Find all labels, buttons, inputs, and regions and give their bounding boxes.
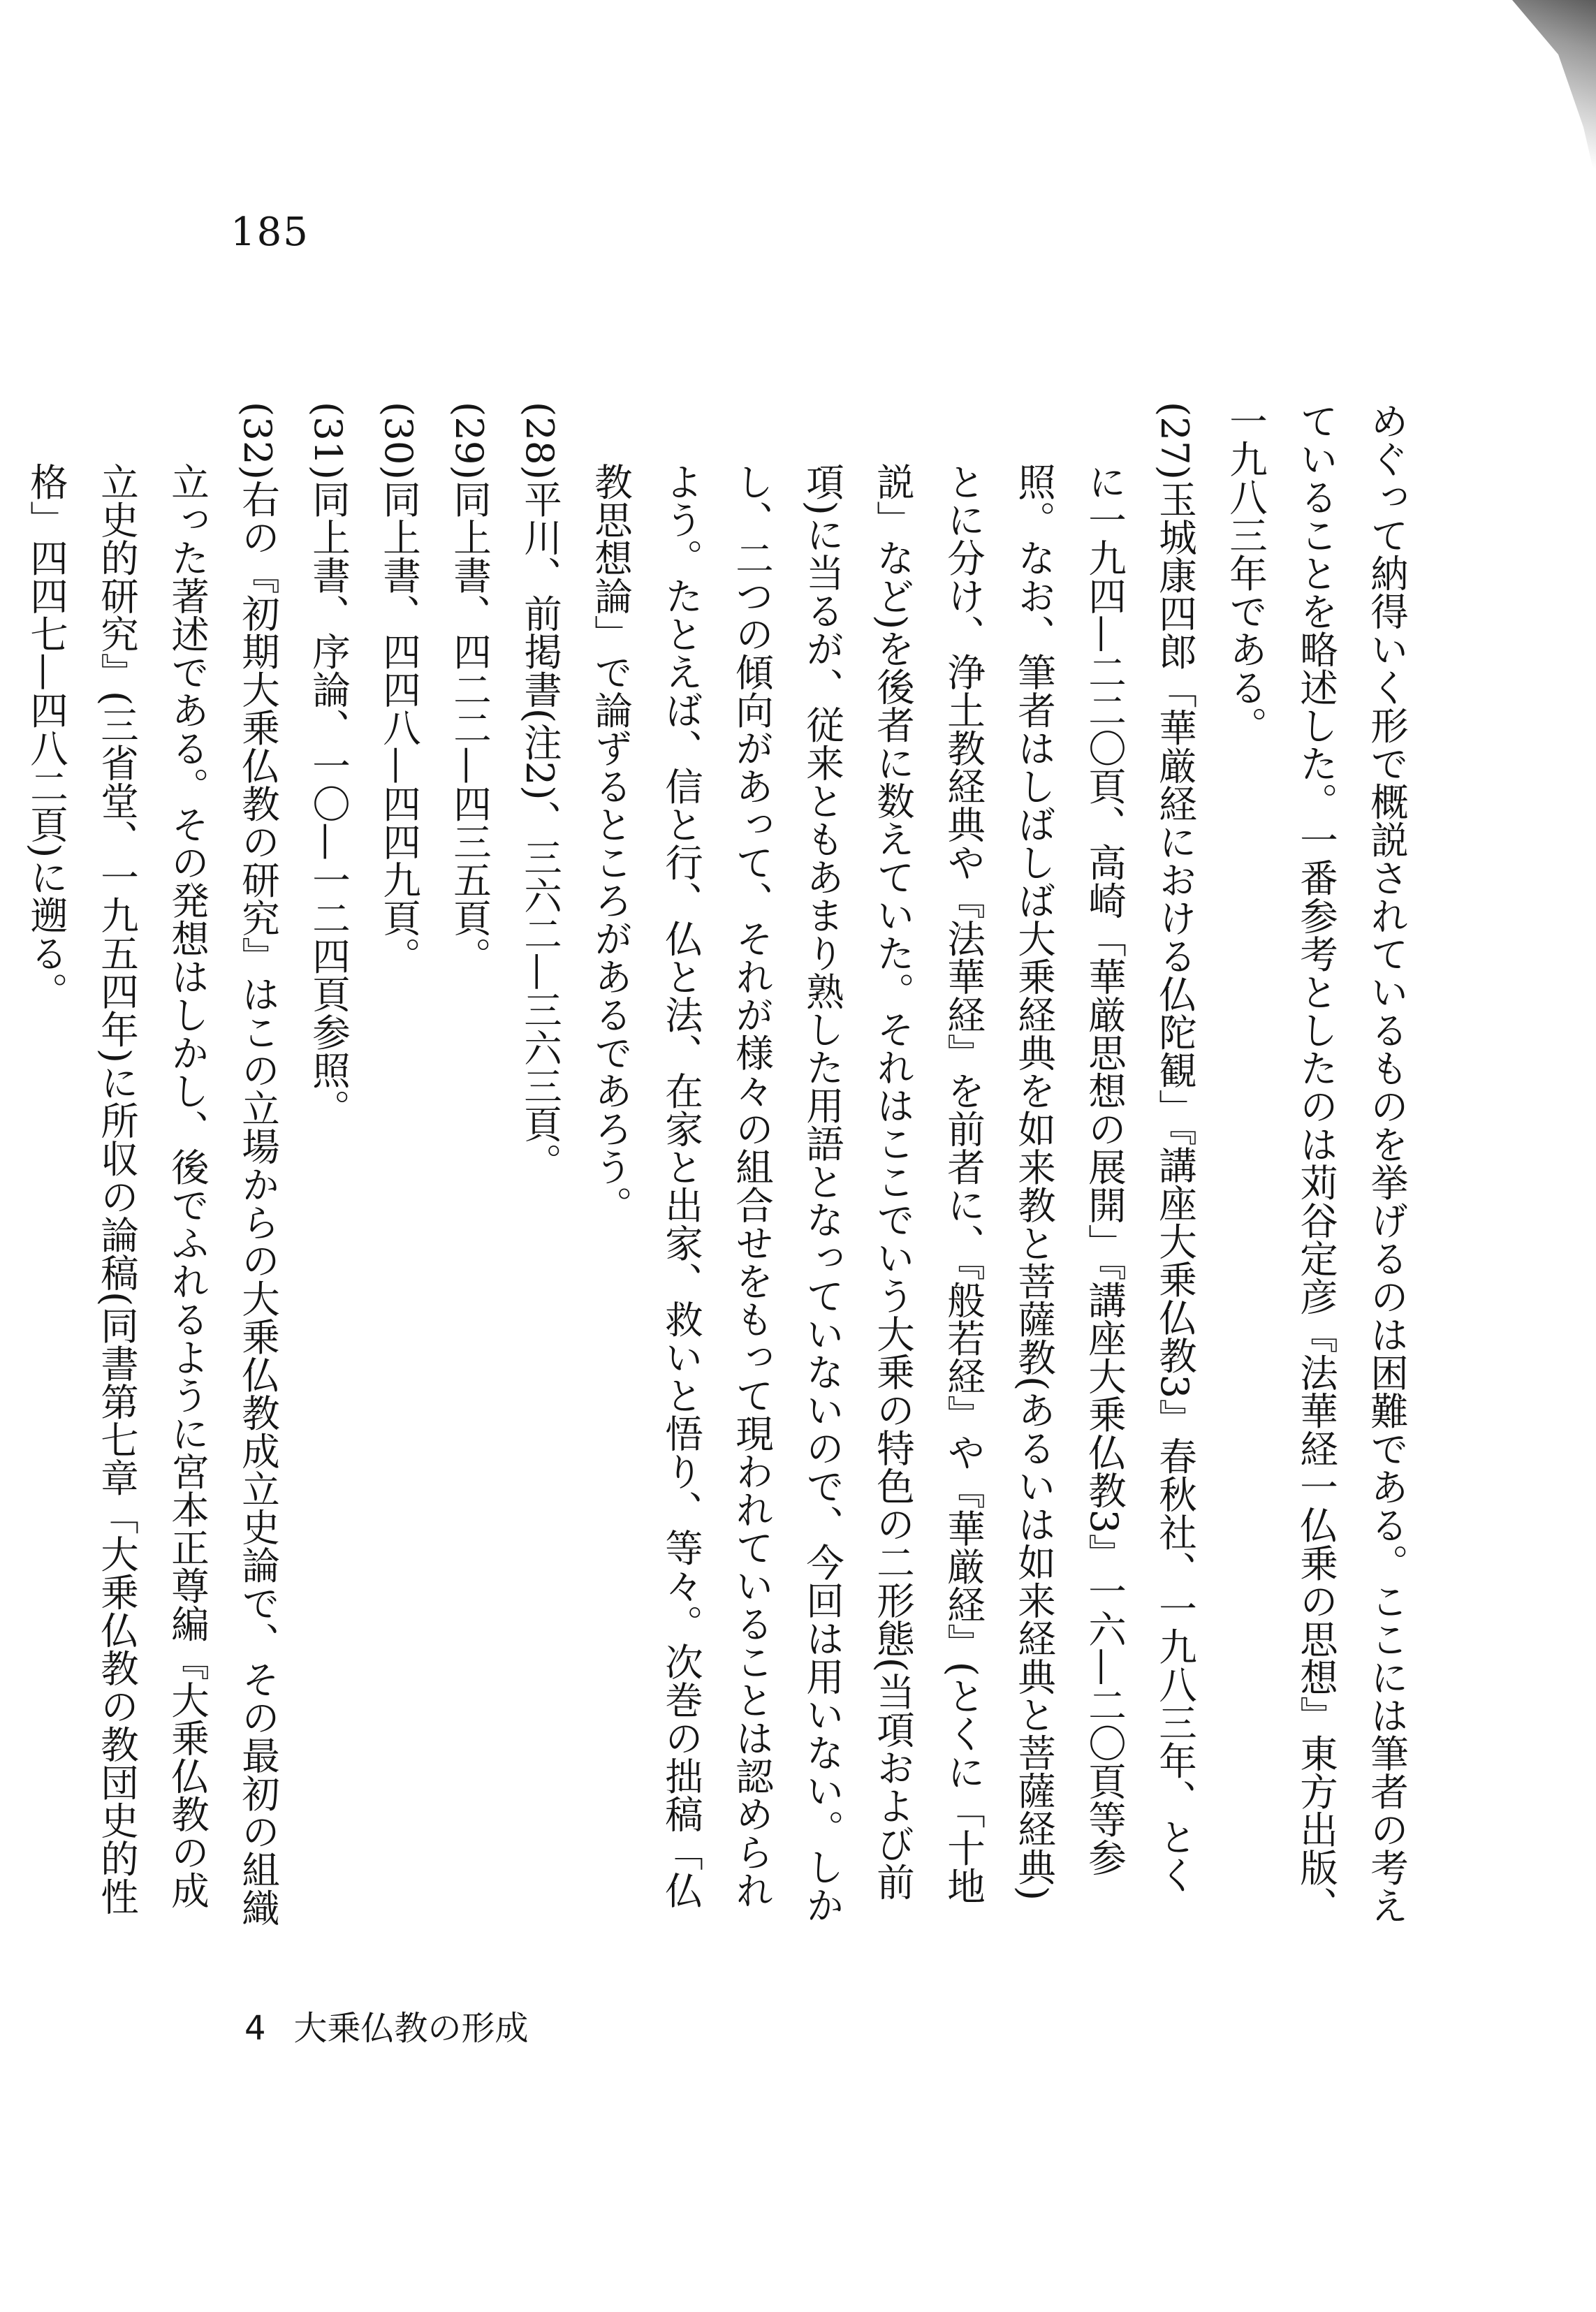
note-text: 平川、前掲書(注2)、三六二—三六三頁。 — [518, 479, 562, 1181]
note-31 — [293, 402, 363, 1931]
note-text: 同上書、序論、一〇—一二四頁参照。 — [306, 479, 351, 1127]
page-number: 185 — [230, 210, 309, 255]
page-edge-shadow — [1512, 0, 1596, 182]
note-number: (28) — [518, 402, 562, 480]
notes-body — [24, 402, 1421, 1931]
note-text: 右の『初期大乗仏教の研究』はこの立場からの大乗仏教成立史論で、その最初の組織立った著述である。その発想はしかし、後でふれるように宮本正尊編『大乗仏教の成立史的研究』(三省堂、一九五四年)に所収の論稿(同書第七章「大乗仏教の教団史的性格」四四七—四八二頁)に遡る。 — [24, 462, 280, 1926]
chapter-number: 4 — [244, 2009, 266, 2048]
note-29 — [434, 402, 504, 1931]
continued-paragraph: めぐって納得いく形で概説されているものを挙げるのは困難である。ここには筆者の考えていることを略述した。一番参考としたのは苅谷定彦『法華経一仏乗の思想』東方出版、一九八三年である。 — [1223, 402, 1409, 1924]
note-text: 同上書、四二二—四三五頁。 — [447, 479, 492, 975]
note-32 — [10, 402, 293, 1931]
note-33 — [0, 402, 10, 1931]
chapter-title: 大乗仏教の形成 — [293, 2009, 529, 2048]
note-number: (32) — [235, 402, 280, 480]
note-27 — [575, 402, 1210, 1931]
note-number — [0, 402, 10, 480]
running-footer — [244, 2001, 529, 2049]
note-text: 同上書、四四八—四四九頁。 — [376, 479, 421, 975]
note-number: (31) — [306, 402, 351, 480]
note-text: 玉城康四郎「華厳経における仏陀観」『講座大乗仏教3』春秋社、一九八三年、とくに一九四—二二〇頁、高崎「華厳思想の展開」『講座大乗仏教3』一六—二〇頁等参照。なお、筆者はしばしば大乗経典を如来教と菩薩教(あるいは如来経典と菩薩経典)とに分け、浄土教経典や『法華経』を前者に、『般若経』や『華厳経』(とくに「十地説」など)を後者に数えていた。それはここでいう大乗の特色の二形態(当項および前項)に当るが、従来ともあまり熟した用語となっていないので、今回は用いない。しかし、二つの傾向があって、それが様々の組合せをもって現われていることは認められよう。たとえば、信と行、仏と法、在家と出家、救いと悟り、等々。次巻の拙稿「仏教思想論」で論ずるところがあるであろう。 — [588, 462, 1197, 1924]
note-30 — [363, 402, 434, 1931]
note-number: (29) — [447, 402, 492, 480]
note-number: (27) — [1152, 402, 1197, 480]
note-28 — [504, 402, 575, 1931]
note-number: (30) — [376, 402, 421, 480]
